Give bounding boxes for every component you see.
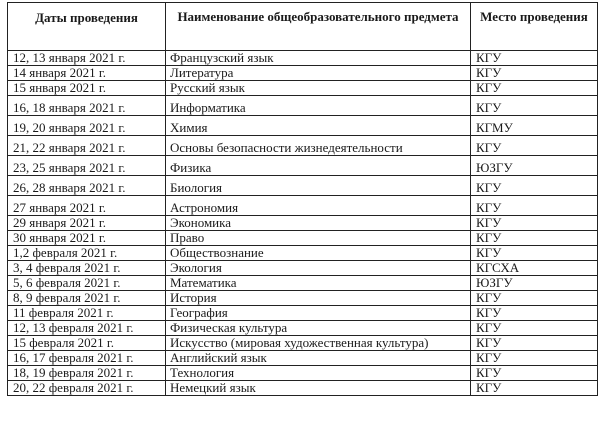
place-cell: КГУ: [471, 176, 598, 196]
subject-cell: Обществознание: [166, 246, 471, 261]
table-body: [8, 51, 598, 396]
subject-cell: Английский язык: [166, 351, 471, 366]
place-cell: КГМУ: [471, 116, 598, 136]
subject-cell: Технология: [166, 366, 471, 381]
place-cell: КГУ: [471, 351, 598, 366]
table-row: [8, 81, 598, 96]
table-row: [8, 231, 598, 246]
place-cell: КГУ: [471, 196, 598, 216]
place-cell: КГУ: [471, 246, 598, 261]
subject-cell: Экономика: [166, 216, 471, 231]
subject-cell: Литература: [166, 66, 471, 81]
place-cell: КГУ: [471, 291, 598, 306]
table-row: [8, 321, 598, 336]
table-row: [8, 261, 598, 276]
header-dates: Даты проведения: [8, 3, 166, 51]
cropped-footnote-fragment: [8, 436, 68, 442]
header-subject: Наименование общеобразовательного предмета: [166, 3, 471, 51]
place-cell: КГУ: [471, 216, 598, 231]
place-cell: КГУ: [471, 66, 598, 81]
place-cell: КГУ: [471, 306, 598, 321]
date-cell: 20, 22 февраля 2021 г.: [8, 381, 166, 396]
place-cell: КГУ: [471, 51, 598, 66]
olympiad-schedule-table: [7, 2, 598, 396]
date-cell: 26, 28 января 2021 г.: [8, 176, 166, 196]
subject-cell: Право: [166, 231, 471, 246]
subject-cell: География: [166, 306, 471, 321]
table-row: [8, 136, 598, 156]
table-row: [8, 291, 598, 306]
table-row: [8, 246, 598, 261]
place-cell: КГУ: [471, 96, 598, 116]
subject-cell: Астрономия: [166, 196, 471, 216]
subject-cell: Физическая культура: [166, 321, 471, 336]
place-cell: КГУ: [471, 366, 598, 381]
subject-cell: История: [166, 291, 471, 306]
place-cell: КГУ: [471, 81, 598, 96]
subject-cell: Основы безопасности жизнедеятельности: [166, 136, 471, 156]
subject-cell: Информатика: [166, 96, 471, 116]
subject-cell: Экология: [166, 261, 471, 276]
table-row: [8, 306, 598, 321]
date-cell: 21, 22 января 2021 г.: [8, 136, 166, 156]
date-cell: 29 января 2021 г.: [8, 216, 166, 231]
subject-cell: Русский язык: [166, 81, 471, 96]
date-cell: 15 января 2021 г.: [8, 81, 166, 96]
date-cell: 14 января 2021 г.: [8, 66, 166, 81]
subject-cell: Искусство (мировая художественная культура): [166, 336, 471, 351]
place-cell: КГУ: [471, 381, 598, 396]
date-cell: 3, 4 февраля 2021 г.: [8, 261, 166, 276]
subject-cell: Химия: [166, 116, 471, 136]
date-cell: 12, 13 января 2021 г.: [8, 51, 166, 66]
place-cell: КГУ: [471, 336, 598, 351]
date-cell: 30 января 2021 г.: [8, 231, 166, 246]
table-row: [8, 176, 598, 196]
date-cell: 8, 9 февраля 2021 г.: [8, 291, 166, 306]
table-row: [8, 66, 598, 81]
date-cell: 19, 20 января 2021 г.: [8, 116, 166, 136]
date-cell: 15 февраля 2021 г.: [8, 336, 166, 351]
table-row: [8, 196, 598, 216]
table-row: [8, 116, 598, 136]
date-cell: 12, 13 февраля 2021 г.: [8, 321, 166, 336]
subject-cell: Немецкий язык: [166, 381, 471, 396]
date-cell: 16, 17 февраля 2021 г.: [8, 351, 166, 366]
date-cell: 11 февраля 2021 г.: [8, 306, 166, 321]
place-cell: ЮЗГУ: [471, 276, 598, 291]
table-row: [8, 351, 598, 366]
table-row: [8, 51, 598, 66]
place-cell: КГУ: [471, 136, 598, 156]
place-cell: КГУ: [471, 231, 598, 246]
table-row: [8, 216, 598, 231]
table-row: [8, 96, 598, 116]
place-cell: ЮЗГУ: [471, 156, 598, 176]
date-cell: 18, 19 февраля 2021 г.: [8, 366, 166, 381]
table-row: [8, 381, 598, 396]
header-place: Место проведения: [471, 3, 598, 51]
place-cell: КГСХА: [471, 261, 598, 276]
date-cell: 27 января 2021 г.: [8, 196, 166, 216]
subject-cell: Французский язык: [166, 51, 471, 66]
date-cell: 23, 25 января 2021 г.: [8, 156, 166, 176]
subject-cell: Физика: [166, 156, 471, 176]
table-row: [8, 276, 598, 291]
date-cell: 5, 6 февраля 2021 г.: [8, 276, 166, 291]
table-row: [8, 366, 598, 381]
table-row: [8, 156, 598, 176]
table-row: [8, 336, 598, 351]
place-cell: КГУ: [471, 321, 598, 336]
date-cell: 16, 18 января 2021 г.: [8, 96, 166, 116]
subject-cell: Биология: [166, 176, 471, 196]
subject-cell: Математика: [166, 276, 471, 291]
schedule-document: [7, 2, 597, 396]
table-header-row: [8, 3, 598, 51]
date-cell: 1,2 февраля 2021 г.: [8, 246, 166, 261]
